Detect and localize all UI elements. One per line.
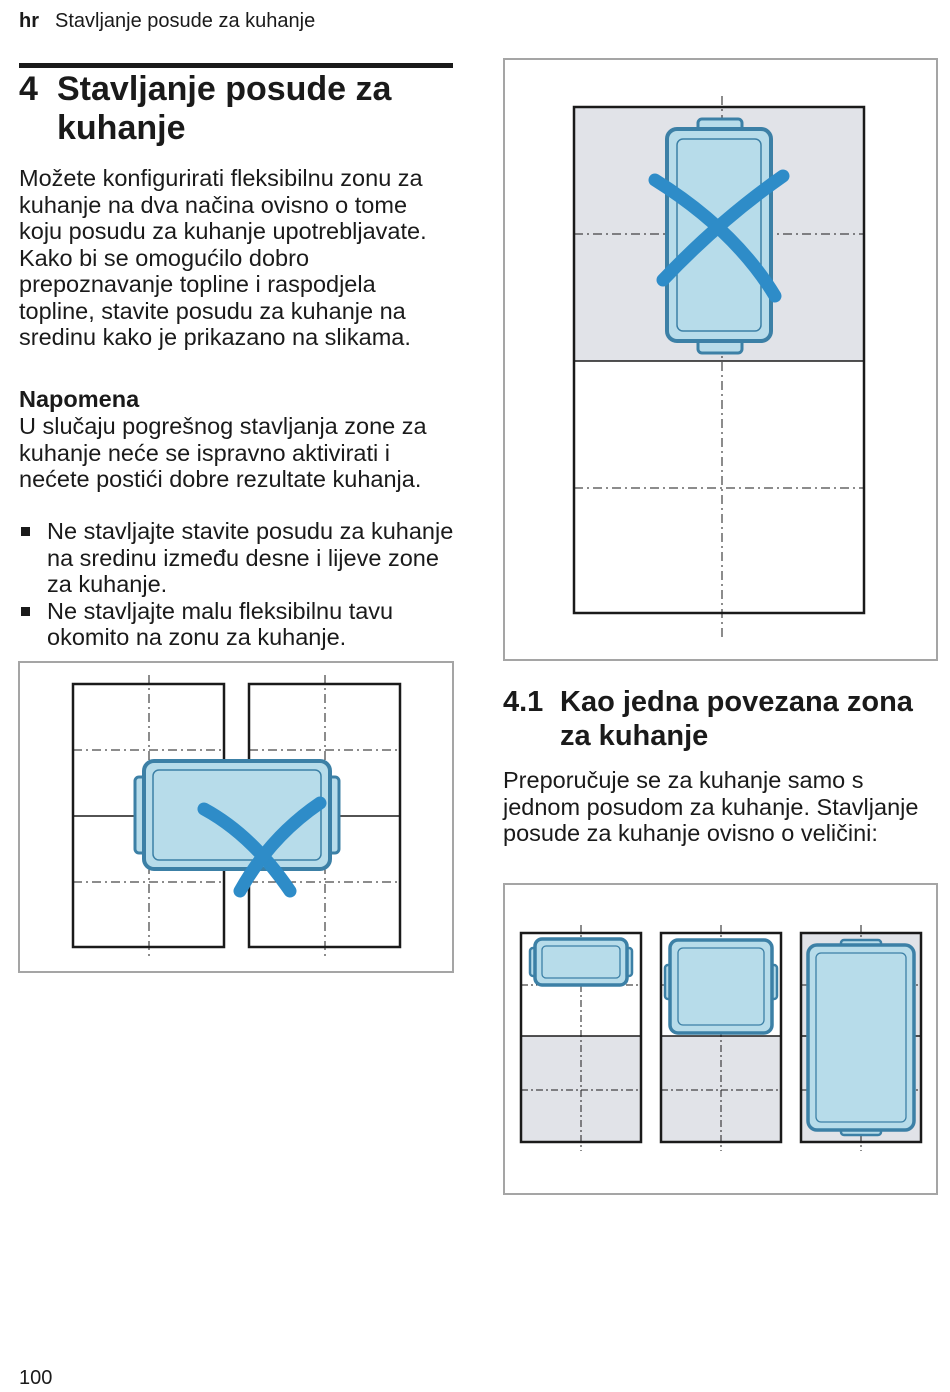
pan-icon xyxy=(665,940,777,1033)
page-number: 100 xyxy=(19,1367,53,1389)
figure-wrong-perpendicular xyxy=(503,58,938,661)
note-bullet-list xyxy=(19,518,454,651)
subsection-title: Kao jedna povezana zona za kuhanje xyxy=(560,686,913,752)
pan-icon xyxy=(808,940,914,1135)
zone-large-pan xyxy=(801,925,921,1151)
running-title: Stavljanje posude za kuhanje xyxy=(55,10,316,32)
bullet-square-icon xyxy=(21,527,30,536)
cooktop-diagram-two-zones xyxy=(20,663,452,971)
subsection-heading xyxy=(503,685,943,753)
list-item xyxy=(19,598,454,651)
intro-paragraph: Možete konfigurirati fleksibilnu zonu za kuhanje na dva načina ovisno o tome koju posudu za kuhanje upotrebljavate. Kako bi se omogućilo dobro prepoznavanje topline i raspodjela topline, stavite posudu za kuhanje na sredinu kako je prikazano na slikama. xyxy=(19,165,427,350)
bullet-text: Ne stavljajte stavite posudu za kuhanje na sredinu između desne i lijeve zone za kuhanje. xyxy=(47,518,454,597)
subsection-paragraph: Preporučuje se za kuhanje samo s jednom posudom za kuhanje. Stavljanje posude za kuhanje ovisno o veličini: xyxy=(503,767,919,846)
cooktop-diagram-single-zone xyxy=(505,60,936,659)
section-heading xyxy=(19,70,459,148)
section-number: 4 xyxy=(19,70,38,108)
zone-medium-pan xyxy=(661,925,781,1151)
bullet-text: Ne stavljajte malu fleksibilnu tavu okomito na zonu za kuhanje. xyxy=(47,597,394,650)
note-text: U slučaju pogrešnog stavljanja zone za kuhanje neće se ispravno aktivirati i nećete postići dobre rezultate kuhanja. xyxy=(19,413,427,492)
figure-wrong-between-zones xyxy=(18,661,454,973)
note-heading: Napomena xyxy=(19,386,140,412)
section-title: Stavljanje posude za kuhanje xyxy=(57,70,392,147)
cooktop-diagram-pan-sizes xyxy=(505,885,936,1193)
bullet-square-icon xyxy=(21,607,30,616)
subsection-number: 4.1 xyxy=(503,686,544,718)
list-item xyxy=(19,518,454,598)
pan-icon xyxy=(530,939,632,985)
running-header xyxy=(19,9,315,33)
section-rule xyxy=(19,63,453,68)
figure-pan-sizes xyxy=(503,883,938,1195)
language-code: hr xyxy=(19,10,39,32)
zone-small-pan xyxy=(521,925,641,1151)
